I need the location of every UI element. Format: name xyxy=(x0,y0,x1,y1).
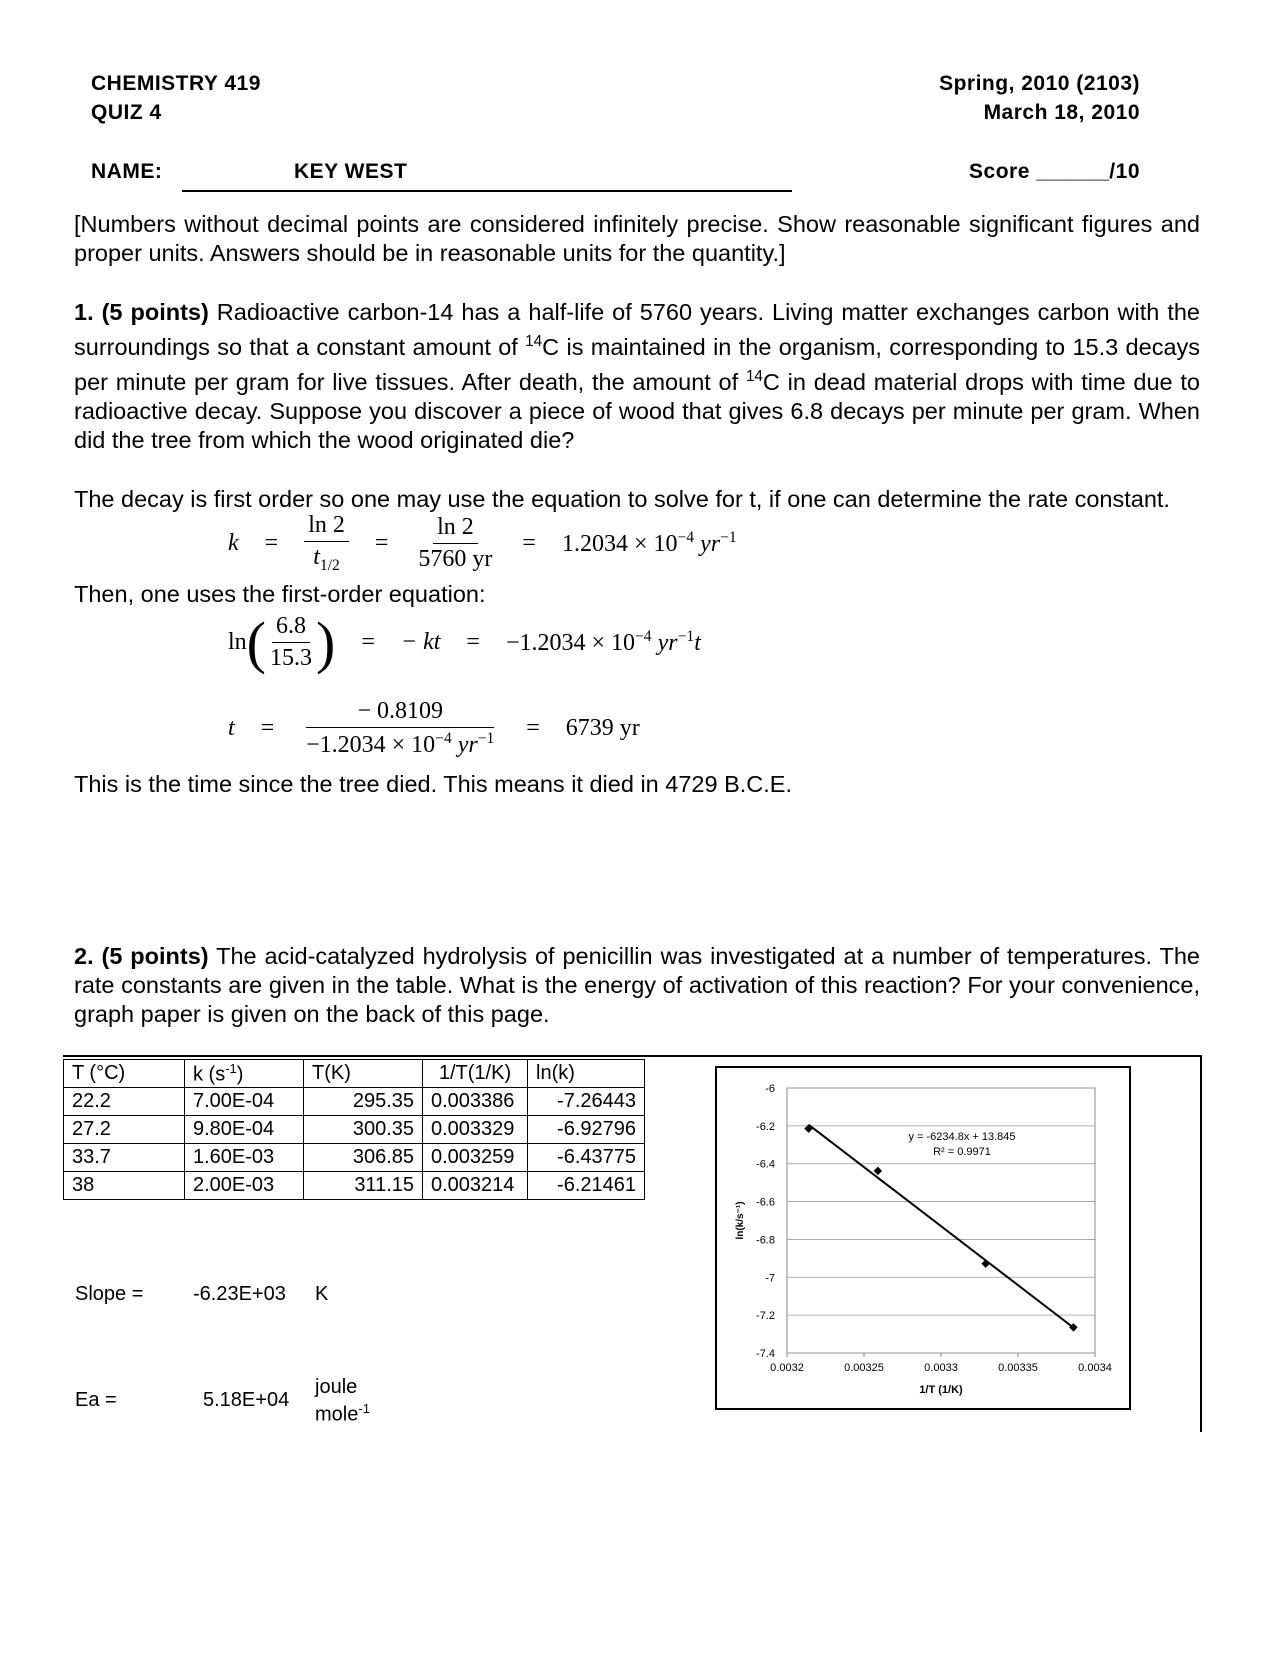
data-point xyxy=(981,1259,989,1267)
q1-explanation-a: The decay is first order so one may use the equation to solve for t, if one can determine the rate constant. xyxy=(74,486,1170,512)
first-order-equation: ln ( $\frac{6.8}{15.3}$ ) = − kt = $-1.2034 \times 10^{-4}$ $yr^{-1}t$ xyxy=(228,609,701,675)
x-tick-label: 0.0032 xyxy=(770,1362,804,1374)
time-equation: t = $\frac{- 0.8109}{-1.2034 \times 10^{-4} yr^{-1}}$ = 6739 yr xyxy=(228,698,640,758)
q1-conclusion: This is the time since the tree died. This means it died in 4729 B.C.E. xyxy=(74,771,792,797)
term: Spring, 2010 (2103) xyxy=(939,72,1140,95)
y-tick-label: -7.2 xyxy=(756,1310,775,1323)
ea-label: Ea = xyxy=(75,1389,117,1411)
name-field xyxy=(182,160,792,192)
y-tick-label: -6.4 xyxy=(756,1158,775,1171)
q2-label: 2. (5 points) xyxy=(74,943,209,969)
table-row: 27.2 9.80E-04 300.35 0.003329 -6.92796 xyxy=(64,1116,645,1144)
quiz-date: March 18, 2010 xyxy=(983,101,1140,124)
numeric-fraction: $\frac{\ln 2}{5760 yr}$ xyxy=(418,513,493,572)
data-point xyxy=(874,1167,882,1175)
time-result: 6739 yr xyxy=(565,715,640,741)
y-tick-label: -7.4 xyxy=(756,1348,775,1360)
q1-label: 1. (5 points) xyxy=(74,299,209,325)
course-title: CHEMISTRY 419 xyxy=(91,72,261,95)
table-header-row: T (°C) k $(s^{-1})$ T(K) 1/T(1/K) ln(k) xyxy=(64,1060,645,1088)
x-tick-label: 0.00335 xyxy=(998,1362,1038,1374)
y-tick-label: -6.8 xyxy=(756,1234,775,1247)
rate-constant-table xyxy=(63,1059,645,1200)
trendline-r-squared: R² = 0.9971 xyxy=(933,1146,991,1158)
time-fraction: $\frac{- 0.8109}{-1.2034 \times 10^{-4} yr^{-1}}$ xyxy=(306,698,495,758)
table-row: 33.7 1.60E-03 306.85 0.003259 -6.43775 xyxy=(64,1144,645,1172)
question-2: 2. (5 points) The acid-catalyzed hydrolysis of penicillin was investigated at a number of temperatures. The rate constants are given in the table. What is the energy of activation of this reaction? For your convenience, graph paper is given on the back of this page. xyxy=(74,943,1200,1027)
rate-constant-equation: k = $\frac{\ln 2}{t_{1/2}}$ = $\frac{\ln 2}{5760 yr}$ = $1.2034 \times 10^{-4}$ $yr^{-1}$ xyxy=(228,512,737,574)
first-order-rhs: $-1.2034 \times 10^{-4}$ $yr^{-1}t$ xyxy=(505,628,701,656)
answer-area-right-border xyxy=(1200,1055,1202,1432)
y-tick-label: -6.2 xyxy=(756,1120,775,1133)
arrhenius-chart-frame xyxy=(715,1066,1131,1410)
arrhenius-chart xyxy=(717,1068,1129,1408)
score-line: Score ______/10 xyxy=(969,160,1140,183)
quiz-title: QUIZ 4 xyxy=(91,101,162,124)
x-axis-title: 1/T (1/K) xyxy=(919,1384,963,1396)
y-tick-label: -6.6 xyxy=(756,1196,775,1209)
name-label: NAME: xyxy=(91,160,163,183)
y-tick-label: -6 xyxy=(765,1083,775,1095)
instructions: [Numbers without decimal points are considered infinitely precise. Show reasonable significant figures and proper units. Answers should be in reasonable units for the quantity.] xyxy=(74,211,1200,266)
y-axis-title: ln(k/s⁻¹) xyxy=(735,1201,746,1240)
ea-unit: joule mole$^{-1}$ xyxy=(315,1376,370,1426)
trendline-equation: y = -6234.8x + 13.845 xyxy=(908,1131,1016,1143)
question-1: 1. (5 points) Radioactive carbon-14 has a half-life of 5760 years. Living matter exchanges carbon with the surroundings so that a constant amount of $^{14}$C is maintained in the organism, corresponding to 15.3 decays per minute per gram for live tissues. After death, the amount of $^{14}$C in dead material drops with time due to radioactive decay. Suppose you discover a piece of wood that gives 6.8 decays per minute per gram. When did the tree from which the wood originated die? xyxy=(74,299,1201,453)
x-tick-label: 0.0034 xyxy=(1078,1362,1112,1374)
slope-label: Slope = xyxy=(75,1283,144,1305)
half-life-fraction: $\frac{\ln 2}{t_{1/2}}$ xyxy=(304,512,349,575)
rate-constant-result: $1.2034 \times 10^{-4}$ $yr^{-1}$ xyxy=(561,528,737,557)
y-tick-label: -7 xyxy=(765,1272,775,1285)
table-row: 38 2.00E-03 311.15 0.003214 -6.21461 xyxy=(64,1172,645,1200)
table-row: 22.2 7.00E-04 295.35 0.003386 -7.26443 xyxy=(64,1088,645,1116)
answer-area-top-border xyxy=(63,1055,1202,1057)
slope-unit: K xyxy=(315,1283,329,1305)
x-tick-label: 0.00325 xyxy=(844,1362,884,1374)
name-value: KEY WEST xyxy=(294,160,408,183)
slope-value: -6.23E+03 xyxy=(193,1283,286,1305)
q1-explanation-b: Then, one uses the first-order equation: xyxy=(74,581,486,607)
x-tick-label: 0.0033 xyxy=(924,1362,958,1374)
plot-area xyxy=(787,1088,1095,1353)
ea-value: 5.18E+04 xyxy=(203,1389,290,1411)
